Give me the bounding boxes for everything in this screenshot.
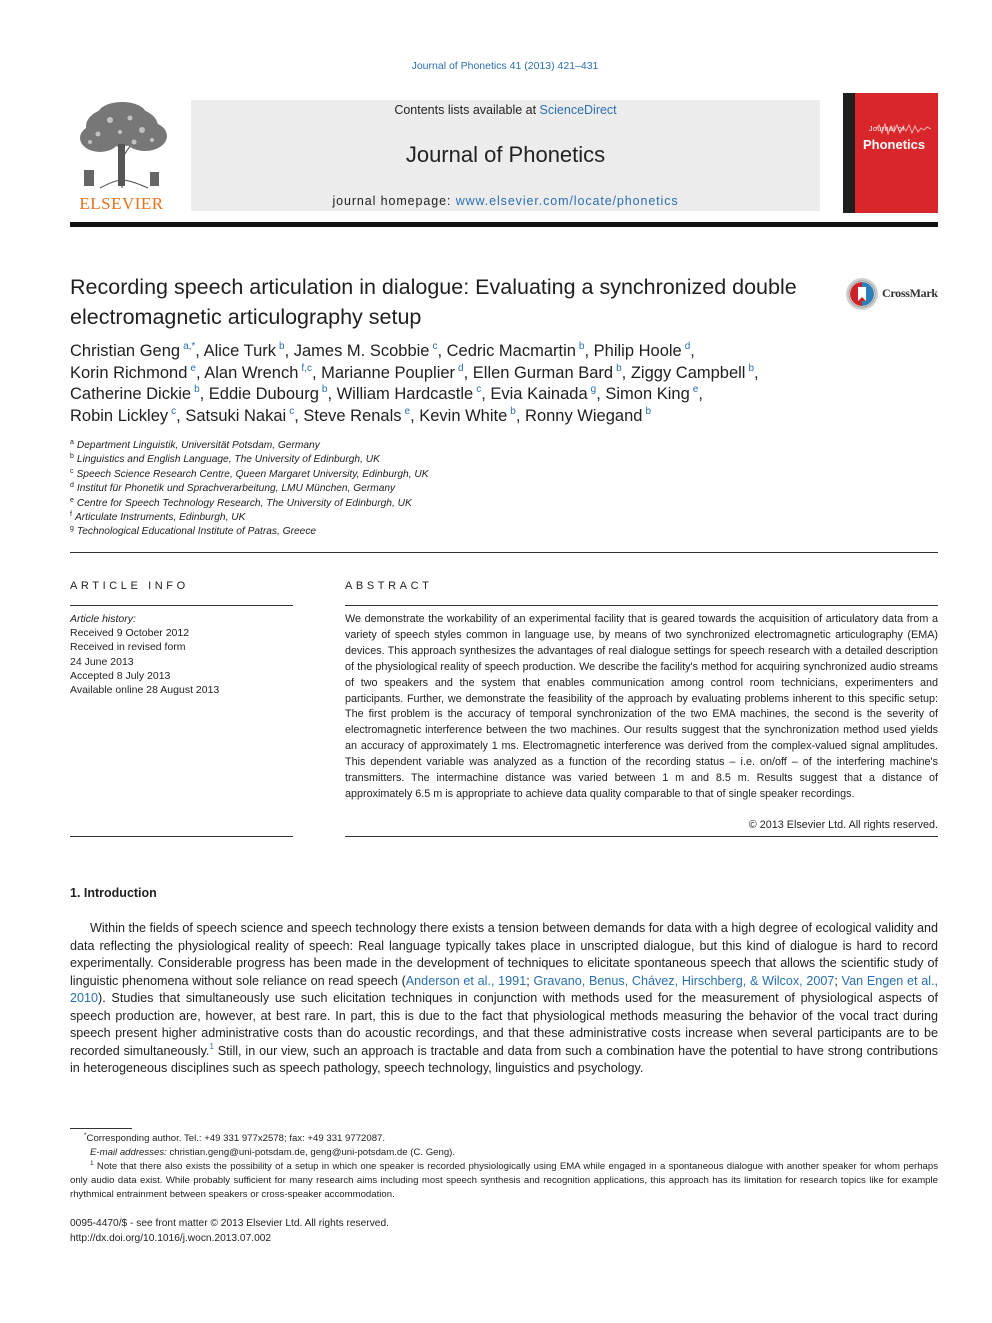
affiliation-key: a xyxy=(70,439,74,446)
author-name[interactable]: Alice Turk xyxy=(203,342,276,360)
author-sep: , xyxy=(199,385,209,403)
cover-subtitle: Journal of xyxy=(869,126,905,133)
author-name[interactable]: Simon King xyxy=(605,385,690,403)
article-history xyxy=(70,612,293,697)
author-name[interactable]: Marianne Pouplier xyxy=(321,363,456,382)
abstract-heading: ABSTRACT xyxy=(345,580,433,592)
contents-prefix: Contents lists available at xyxy=(394,103,540,117)
elsevier-tree-icon xyxy=(70,100,173,192)
author-name[interactable]: Christian Geng xyxy=(70,342,181,360)
author-name[interactable]: Philip Hoole xyxy=(593,342,682,360)
footnote-mark: * xyxy=(84,1132,87,1139)
affiliation-item xyxy=(70,453,770,467)
author-sup[interactable]: b xyxy=(194,384,200,395)
author-name[interactable]: James M. Scobbie xyxy=(293,342,430,360)
cover-stripe xyxy=(843,93,855,213)
footnote-email xyxy=(70,1146,938,1160)
author-name[interactable]: Kevin White xyxy=(419,406,508,425)
article-title xyxy=(70,272,830,332)
section-rule xyxy=(70,552,938,553)
affiliation-text: Institut für Phonetik und Sprachverarbeitung, LMU München, Germany xyxy=(76,483,396,495)
bottom-meta xyxy=(70,1217,389,1246)
author-name[interactable]: Ronny Wiegand xyxy=(525,406,643,425)
affiliation-text: Speech Science Research Centre, Queen Margaret University, Edinburgh, UK xyxy=(76,468,429,480)
author-sep: , xyxy=(195,363,205,382)
footnote-rule xyxy=(70,1128,132,1129)
affiliation-key: c xyxy=(70,467,74,475)
history-item: Received in revised form xyxy=(70,641,186,654)
affiliation-item xyxy=(70,482,770,496)
abstract-rule-bottom xyxy=(345,836,938,837)
author-sup[interactable]: b xyxy=(645,405,651,417)
history-item: Received 9 October 2012 xyxy=(70,627,190,640)
homepage-link[interactable]: www.elsevier.com/locate/phonetics xyxy=(455,194,679,208)
journal-header-box xyxy=(191,100,820,211)
section-heading-introduction: 1. Introduction xyxy=(70,886,157,900)
affiliation-text: Centre for Speech Technology Research, The University of Edinburgh, UK xyxy=(76,497,412,509)
article-info-rule-bottom xyxy=(70,836,293,837)
footnote-1 xyxy=(70,1160,938,1202)
author-sup[interactable]: b xyxy=(578,341,585,352)
author-name[interactable]: Satsuki Nakai xyxy=(185,406,287,425)
author-line xyxy=(70,384,870,406)
author-name[interactable]: Alan Wrench xyxy=(204,363,299,382)
author-sup[interactable]: g xyxy=(590,384,597,395)
intro-text-part: Within the fields of speech science and speech technology there exists a tension between demands for data with a high degree of ecological validity and data reflecting the physiological reality of speech: Real language typically takes place in unscripted dialogue, but this kind of dialogue is hard to record experimentally. Considerable progress has been made in the development of techniques to elicitate spontaneous speech that allows the scientific study of linguistic phenomena without sole reliance on read speech ( xyxy=(70,921,938,988)
intro-text-part: ). Studies that simultaneously use such elicitation techniques in conjunction with methods used for the measurement of physiological aspects of speech production are, however, at best rare. In part, this is due to the fact that physiological methods measuring the behavior of the vocal tract during speech present higher administrative costs than do acoustic recordings, and that these administrative costs increase when several participants are to be recorded simultaneously. xyxy=(70,991,938,1058)
author-sup[interactable]: f,c xyxy=(301,362,312,374)
citation-link[interactable]: Gravano, Benus, Chávez, Hirschberg, & Wilcox, 2007 xyxy=(533,973,835,988)
title-line-1: Recording speech articulation in dialogue: Evaluating a synchronized double xyxy=(70,275,797,299)
author-line xyxy=(70,406,870,428)
footnote-ref[interactable]: 1 xyxy=(209,1041,214,1051)
citation-link[interactable]: Van Engen et al., 2010 xyxy=(70,973,939,1005)
author-sup[interactable]: c xyxy=(171,405,177,417)
affiliation-text: Articulate Instruments, Edinburgh, UK xyxy=(74,512,246,524)
journal-name: Journal of Phonetics xyxy=(405,142,606,167)
affiliation-text: Linguistics and English Language, The University of Edinburgh, UK xyxy=(76,454,380,466)
affiliation-item xyxy=(70,497,770,511)
author-name[interactable]: Ziggy Campbell xyxy=(630,363,746,382)
article-info-heading: ARTICLE INFO xyxy=(70,580,189,592)
author-sep: , xyxy=(584,342,594,360)
crossmark-label: CrossMark xyxy=(882,286,938,300)
affiliation-key: f xyxy=(70,511,72,519)
elsevier-wordmark: ELSEVIER xyxy=(79,194,164,213)
footnotes xyxy=(70,1132,938,1202)
author-sep: , xyxy=(176,406,186,425)
elsevier-logo xyxy=(70,100,173,212)
history-item: 24 June 2013 xyxy=(70,655,134,668)
author-sep: , xyxy=(284,342,294,360)
intro-text-sep: ; xyxy=(526,973,534,988)
history-label: Article history: xyxy=(70,613,136,625)
intro-text-sep: ; xyxy=(834,973,842,988)
title-line-2: electromagnetic articulography setup xyxy=(70,305,422,329)
author-sep: , xyxy=(327,385,337,403)
author-sup[interactable]: a,* xyxy=(183,341,196,352)
author-sup[interactable]: e xyxy=(190,362,196,374)
history-item: Available online 28 August 2013 xyxy=(70,684,220,697)
author-name[interactable]: Eddie Dubourg xyxy=(208,385,319,403)
author-sep: , xyxy=(481,385,491,403)
author-sep: , xyxy=(195,342,204,360)
author-sup[interactable]: e xyxy=(404,405,411,417)
author-sep: , xyxy=(437,342,447,360)
author-sup[interactable]: b xyxy=(616,362,622,374)
affiliation-item xyxy=(70,468,770,482)
author-sep: , xyxy=(463,363,473,382)
author-name[interactable]: William Hardcastle xyxy=(336,385,474,403)
affiliation-text: Technological Educational Institute of Patras, Greece xyxy=(76,526,317,538)
email-label: E-mail addresses: xyxy=(90,1147,167,1158)
affiliation-key: d xyxy=(70,482,74,490)
contents-line xyxy=(191,103,820,117)
author-sup[interactable]: c xyxy=(432,341,438,352)
author-sup[interactable]: b xyxy=(321,384,328,395)
author-sup[interactable]: d xyxy=(458,362,464,374)
author-name[interactable]: Ellen Gurman Bard xyxy=(472,363,614,382)
author-sep: , xyxy=(596,385,606,403)
homepage-prefix: journal homepage: xyxy=(332,194,456,208)
crossmark-badge[interactable] xyxy=(845,277,940,311)
author-sep: , xyxy=(754,363,759,382)
crossmark-icon xyxy=(845,277,879,311)
article-info-rule xyxy=(70,605,293,606)
intro-paragraph xyxy=(70,920,938,1078)
author-name[interactable]: Catherine Dickie xyxy=(70,385,192,403)
author-sep: , xyxy=(690,342,695,360)
author-name[interactable]: Cedric Macmartin xyxy=(446,342,576,360)
homepage-line xyxy=(191,194,820,208)
abstract-copyright: © 2013 Elsevier Ltd. All rights reserved. xyxy=(748,819,938,831)
author-sup[interactable]: b xyxy=(510,405,516,417)
author-line xyxy=(70,341,870,363)
abstract-rule xyxy=(345,605,938,606)
author-sup[interactable]: b xyxy=(748,362,755,374)
author-sup[interactable]: c xyxy=(476,384,482,395)
author-name[interactable]: Robin Lickley xyxy=(70,406,169,425)
author-sep: , xyxy=(621,363,631,382)
email-text[interactable]: christian.geng@uni-potsdam.de, geng@uni-potsdam.de (C. Geng). xyxy=(166,1147,456,1158)
footnote-corresponding xyxy=(70,1132,938,1146)
author-sep: , xyxy=(698,385,703,403)
affiliation-list xyxy=(70,439,770,540)
intro-text-part: Still, in our view, such an approach is tractable and data from such a combination have the potential to have strong contributions in heterogeneous disciplines such as speech pathology, speech technology, linguistics and psychology. xyxy=(70,1043,938,1075)
author-sup[interactable]: c xyxy=(289,405,295,417)
cover-title: Phonetics xyxy=(863,137,926,152)
author-sep: , xyxy=(515,406,526,425)
affiliation-item xyxy=(70,525,770,539)
author-sep: , xyxy=(294,406,304,425)
author-list xyxy=(70,341,870,427)
header-rule xyxy=(70,222,938,227)
author-sep: , xyxy=(311,363,322,382)
citation-link[interactable]: Anderson et al., 1991 xyxy=(405,973,527,988)
author-sep: , xyxy=(410,406,420,425)
footnote-text: Corresponding author. Tel.: +49 331 977x2578; fax: +49 331 9772087. xyxy=(86,1133,386,1144)
author-name[interactable]: Steve Renals xyxy=(303,406,402,425)
footnote-mark: 1 xyxy=(90,1160,94,1167)
author-name[interactable]: Korin Richmond xyxy=(70,363,188,382)
author-sup[interactable]: e xyxy=(692,384,699,395)
footnote-indent xyxy=(70,1161,90,1172)
affiliation-item xyxy=(70,511,770,525)
journal-reference[interactable]: Journal of Phonetics 41 (2013) 421–431 xyxy=(411,60,599,72)
journal-cover[interactable] xyxy=(843,93,938,213)
author-sup[interactable]: b xyxy=(279,341,285,352)
author-name[interactable]: Evia Kainada xyxy=(490,385,588,403)
issn-line: 0095-4470/$ - see front matter © 2013 Elsevier Ltd. All rights reserved. xyxy=(70,1218,389,1229)
author-line xyxy=(70,363,870,385)
affiliation-key: b xyxy=(70,453,74,461)
affiliation-key: g xyxy=(70,525,74,533)
history-item: Accepted 8 July 2013 xyxy=(70,669,171,682)
sciencedirect-link[interactable]: ScienceDirect xyxy=(539,103,617,117)
abstract-text: We demonstrate the workability of an experimental facility that is geared towards the acquisition of articulatory data from a variety of speech styles common in language use, by means of two synchronized electromagnetic articulography (EMA) devices. This approach synthesizes the advantages of real dialogue settings for speech research with a detailed description of the physiological reality of speech production. We describe the facility's method for acquiring synchronized audio streams of two speakers and the system that enables communication among control room technicians, experimenters and participants. Further, we demonstrate the feasibility of the approach by evaluating problems inherent to this specific setup: The first problem is the accuracy of temporal synchronization of the two EMA machines, the second is the severity of electromagnetic interference between the two machines. Our results suggest that the synchronization method used yields an accuracy of approximately 1 ms. Electromagnetic interference was derived from the complex-valued signal amplitudes. This dependent variable was analyzed as a function of the recording status – i.e. on/off – of the interfering machine's transmitters. The intermachine distance was varied between 1 m and 8.5 m. Results suggest that a distance of approximately 6.5 m is appropriate to achieve data quality comparable to that of single speaker recordings. xyxy=(345,613,938,800)
footnote-text: Note that there also exists the possibility of a setup in which one speaker is recorded physiologically using EMA while engaged in a spontaneous dialogue with another speaker for whom perhaps only audio data exist. While probably sufficient for many research aims including most speech synthesis and recognition applications, this approach has its limitation for research topics like for example rhythmical entrainment between speakers or cross-speaker accommodation. xyxy=(70,1161,938,1200)
affiliation-text: Department Linguistik, Universität Potsdam, Germany xyxy=(76,440,320,451)
affiliation-item xyxy=(70,439,770,453)
author-sup[interactable]: d xyxy=(684,341,691,352)
doi-line[interactable]: http://dx.doi.org/10.1016/j.wocn.2013.07.002 xyxy=(70,1232,272,1244)
affiliation-key: e xyxy=(70,496,74,504)
